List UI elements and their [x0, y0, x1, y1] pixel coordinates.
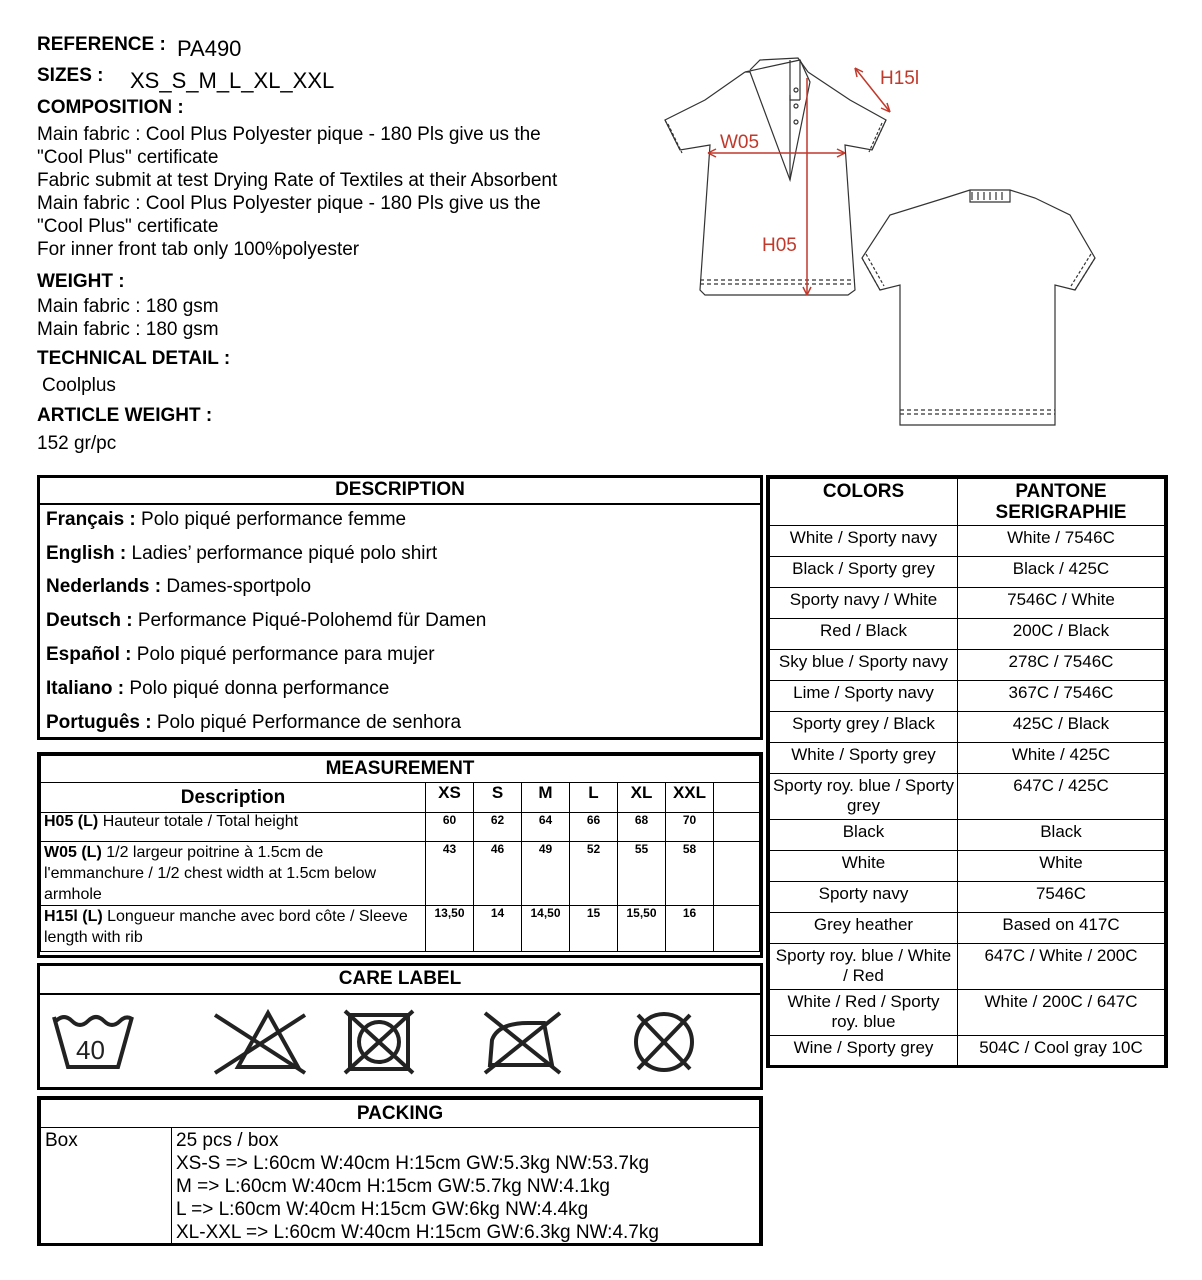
- color-name: Lime / Sporty navy: [770, 681, 958, 712]
- pantone-value: 7546C: [958, 882, 1165, 913]
- desc-row-de: Deutsch : Performance Piqué-Polohemd für Damen: [46, 610, 487, 631]
- colors-header: COLORS: [770, 479, 958, 526]
- pantone-value: Based on 417C: [958, 913, 1165, 944]
- colors-section: [766, 475, 1168, 1068]
- table-row: [770, 526, 1165, 557]
- pantone-header: PANTONE SERIGRAPHIE: [958, 479, 1165, 526]
- table-row: [770, 650, 1165, 681]
- reference-label: REFERENCE :: [37, 34, 166, 55]
- description-section: [37, 475, 763, 740]
- pantone-value: White / 425C: [958, 743, 1165, 774]
- no-bleach-icon: [215, 1013, 305, 1073]
- care-label-title: CARE LABEL: [40, 966, 760, 995]
- no-dry-clean-icon: [636, 1014, 692, 1070]
- reference-value: PA490: [177, 36, 242, 61]
- composition-label: COMPOSITION :: [37, 97, 184, 118]
- color-name: Wine / Sporty grey: [770, 1036, 958, 1067]
- color-name: White / Red / Sporty roy. blue: [770, 990, 958, 1036]
- color-name: White / Sporty grey: [770, 743, 958, 774]
- pantone-value: 278C / 7546C: [958, 650, 1165, 681]
- back-polo-drawing: [862, 190, 1095, 425]
- composition-lines: Main fabric : Cool Plus Polyester pique - 180 Pls give us the "Cool Plus" certificate Fabric submit at test Drying Rate of Textiles at their Absorbent Main fabric : Cool Plus Polyester pique - 180 Pls give us the "Cool Plus" certificate For inner front tab only 100%polyester: [37, 124, 558, 260]
- table-row: [770, 944, 1165, 990]
- wash-temp: 40: [76, 1035, 105, 1065]
- table-row: [770, 820, 1165, 851]
- table-row: H15l (L) Longueur manche avec bord côte / Sleeve length with rib 13,50 14 14,50 15 15,50 16: [41, 906, 760, 952]
- desc-row-nl: Nederlands : Dames-sportpolo: [46, 576, 312, 597]
- pantone-value: 367C / 7546C: [958, 681, 1165, 712]
- table-row: [770, 557, 1165, 588]
- packing-lines: 25 pcs / box XS-S => L:60cm W:40cm H:15cm GW:5.3kg NW:53.7kg M => L:60cm W:40cm H:15cm GW:5.7kg NW:4.1kg L => L:60cm W:40cm H:15cm GW:6kg NW:4.4kg XL-XXL => L:60cm W:40cm H:15cm GW:6.3kg NW:4.7kg: [172, 1128, 760, 1246]
- size-header-m: M: [522, 783, 570, 813]
- table-row: [770, 774, 1165, 820]
- color-name: Black: [770, 820, 958, 851]
- color-name: Red / Black: [770, 619, 958, 650]
- pantone-value: 647C / 425C: [958, 774, 1165, 820]
- table-row: [770, 1036, 1165, 1067]
- color-name: Sporty roy. blue / White / Red: [770, 944, 958, 990]
- pantone-value: White / 200C / 647C: [958, 990, 1165, 1036]
- desc-row-pt: Português : Polo piqué Performance de senhora: [46, 712, 462, 733]
- table-row: [770, 619, 1165, 650]
- garment-diagram: [650, 40, 1110, 445]
- pantone-value: 7546C / White: [958, 588, 1165, 619]
- size-header-xs: XS: [426, 783, 474, 813]
- table-row: [770, 712, 1165, 743]
- color-name: Black / Sporty grey: [770, 557, 958, 588]
- no-iron-icon: [485, 1013, 560, 1073]
- h15l-label: H15l: [880, 68, 920, 89]
- pantone-value: Black / 425C: [958, 557, 1165, 588]
- color-name: Grey heather: [770, 913, 958, 944]
- weight-lines: Main fabric : 180 gsm Main fabric : 180 gsm: [37, 296, 219, 340]
- measure-arrows: [708, 68, 890, 295]
- color-name: Sky blue / Sporty navy: [770, 650, 958, 681]
- h05-label: H05: [762, 235, 797, 256]
- measurement-section: [37, 752, 763, 958]
- pantone-value: 425C / Black: [958, 712, 1165, 743]
- technical-label: TECHNICAL DETAIL :: [37, 348, 231, 369]
- technical-value: Coolplus: [42, 375, 116, 396]
- w05-label: W05: [720, 132, 760, 153]
- sizes-value: XS_S_M_L_XL_XXL: [130, 68, 335, 93]
- table-row: [770, 588, 1165, 619]
- table-row: W05 (L) 1/2 largeur poitrine à 1.5cm de l'emmanchure / 1/2 chest width at 1.5cm below armhole 43 46 49 52 55 58: [41, 842, 760, 906]
- size-header-xxl: XXL: [666, 783, 714, 813]
- table-row: [770, 913, 1165, 944]
- desc-row-es: Español : Polo piqué performance para mujer: [46, 644, 435, 665]
- table-row: [770, 681, 1165, 712]
- pantone-value: 647C / White / 200C: [958, 944, 1165, 990]
- measurement-title: MEASUREMENT: [41, 756, 760, 783]
- packing-table: [40, 1099, 760, 1246]
- table-row: [770, 882, 1165, 913]
- measurement-table: [40, 755, 760, 952]
- care-icons: [40, 995, 760, 1087]
- pantone-value: 200C / Black: [958, 619, 1165, 650]
- sizes-label: SIZES :: [37, 65, 104, 86]
- table-row: [770, 851, 1165, 882]
- color-name: Sporty navy / White: [770, 588, 958, 619]
- measurement-desc-header: Description: [41, 783, 426, 813]
- table-row: [770, 743, 1165, 774]
- article-weight-value: 152 gr/pc: [37, 433, 117, 454]
- table-row: H05 (L) Hauteur totale / Total height 60 62 64 66 68 70: [41, 813, 760, 842]
- table-row: [770, 990, 1165, 1036]
- front-polo-drawing: [665, 58, 886, 295]
- weight-label: WEIGHT :: [37, 271, 125, 292]
- care-label-section: [37, 963, 763, 1090]
- color-name: White / Sporty navy: [770, 526, 958, 557]
- pantone-value: Black: [958, 820, 1165, 851]
- size-header-l: L: [570, 783, 618, 813]
- wash-40-icon: [54, 1017, 132, 1067]
- article-weight-label: ARTICLE WEIGHT :: [37, 405, 213, 426]
- pantone-value: White / 7546C: [958, 526, 1165, 557]
- description-title: DESCRIPTION: [40, 478, 760, 505]
- color-name: White: [770, 851, 958, 882]
- colors-table: [769, 478, 1165, 1067]
- desc-row-it: Italiano : Polo piqué donna performance: [46, 678, 390, 699]
- pantone-value: 504C / Cool gray 10C: [958, 1036, 1165, 1067]
- packing-section: [37, 1096, 763, 1246]
- packing-label: Box: [41, 1128, 172, 1246]
- desc-row-en: English : Ladies’ performance piqué polo shirt: [46, 543, 438, 564]
- size-header-s: S: [474, 783, 522, 813]
- pantone-value: White: [958, 851, 1165, 882]
- no-tumble-dry-icon: [345, 1011, 413, 1073]
- color-name: Sporty navy: [770, 882, 958, 913]
- size-header-xl: XL: [618, 783, 666, 813]
- color-name: Sporty grey / Black: [770, 712, 958, 743]
- desc-row-fr: Français : Polo piqué performance femme: [46, 509, 407, 530]
- color-name: Sporty roy. blue / Sporty grey: [770, 774, 958, 820]
- packing-title: PACKING: [41, 1100, 760, 1128]
